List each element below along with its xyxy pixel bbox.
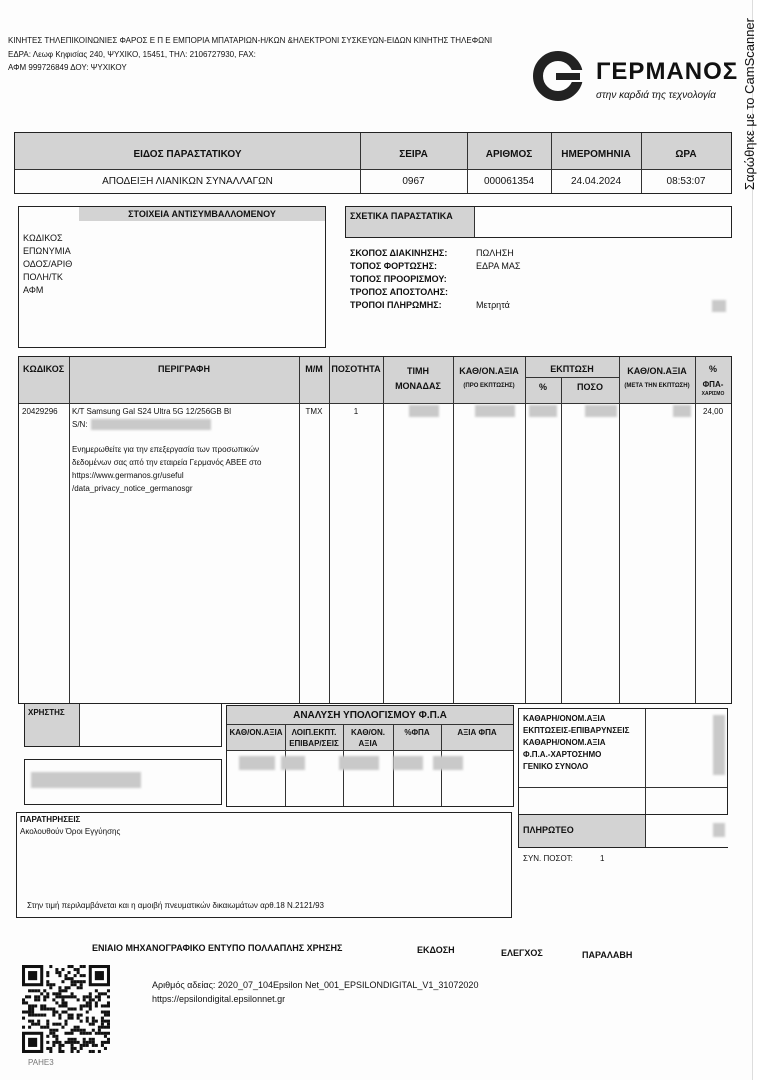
issuer-line-2: ΕΔΡΑ: Λεωφ Κηφισίας 240, ΨΥΧΙΚΟ, 15451, ΤΗΛ: 2106727930, FAX: bbox=[8, 50, 256, 59]
col-net-before: ΚΑΘ/ΟΝ.ΑΞΙΑ bbox=[459, 366, 519, 376]
license-number: Αριθμός αδείας: 2020_07_104Epsilon Net_001_EPSILONDIGITAL_V1_31072020 bbox=[152, 980, 479, 990]
loading-place-value: ΕΔΡΑ ΜΑΣ bbox=[476, 261, 521, 271]
item-unit: TMX bbox=[305, 407, 323, 416]
shipping-method-label: ΤΡΟΠΟΣ ΑΠΟΣΤΟΛΗΣ: bbox=[350, 287, 448, 297]
col-discount: ΕΚΠΤΩΣΗ bbox=[550, 364, 594, 374]
vat-col-net: ΚΑΘ/ΟΝ.ΑΞΙΑ bbox=[229, 728, 283, 737]
time-header: ΩΡΑ bbox=[675, 149, 697, 160]
payable-box bbox=[518, 814, 728, 848]
issue-label: ΕΚΔΟΣΗ bbox=[417, 945, 455, 955]
related-docs-title: ΣΧΕΤΙΚΑ ΠΑΡΑΣΤΑΤΙΚΑ bbox=[350, 211, 453, 221]
totals-box bbox=[518, 708, 728, 816]
privacy-notice-line-3: https://www.germanos.gr/useful bbox=[72, 471, 184, 480]
col-vat-pct: % bbox=[708, 364, 717, 374]
purpose-value: ΠΩΛΗΣΗ bbox=[476, 248, 514, 258]
item-quantity: 1 bbox=[353, 407, 359, 416]
vat-col-other-disc: ΛΟΙΠ.ΕΚΠΤ. bbox=[291, 728, 337, 737]
col-price-1: ΤΙΜΗ bbox=[407, 366, 429, 376]
number-header: ΑΡΙΘΜΟΣ bbox=[485, 149, 533, 160]
doc-type-value: ΑΠΟΔΕΙΞΗ ΛΙΑΝΙΚΩΝ ΣΥΝΑΛΛΑΓΩΝ bbox=[102, 176, 273, 187]
col-quantity: ΠΟΣΟΤΗΤΑ bbox=[331, 364, 381, 374]
scanner-watermark: Σαρώθηκε με το CamScanner bbox=[742, 18, 757, 191]
col-discount-amount: ΠΟΣΟ bbox=[577, 382, 603, 392]
counterparty-box bbox=[18, 206, 326, 348]
item-discount-redacted bbox=[529, 405, 557, 417]
counterparty-field-street: ΟΔΟΣ/ΑΡΙΘ bbox=[23, 259, 73, 269]
total-quantity-label: ΣΥΝ. ΠΟΣΟΤ: bbox=[523, 854, 573, 863]
remarks-title: ΠΑΡΑΤΗΡΗΣΕΙΣ bbox=[20, 815, 81, 824]
privacy-notice-line-1: Ενημερωθείτε για την επεξεργασία των προσωπικών bbox=[72, 445, 260, 454]
remarks-text: Ακολουθούν Όροι Εγγύησης bbox=[20, 827, 121, 836]
series-header: ΣΕΙΡΑ bbox=[399, 149, 428, 160]
destination-label: ΤΟΠΟΣ ΠΡΟΟΡΙΣΜΟΥ: bbox=[350, 274, 447, 284]
brand-name: ΓΕΡΜΑΝΟΣ bbox=[596, 58, 739, 85]
total-label-net: ΚΑΘΑΡΗ/ΟΝΟΜ.ΑΞΙΑ bbox=[523, 714, 606, 723]
user-signature-box bbox=[24, 759, 222, 805]
form-type: ΕΝΙΑΙΟ ΜΗΧΑΝΟΓΡΑΦΙΚΟ ΕΝΤΥΠΟ ΠΟΛΛΑΠΛΗΣ ΧΡΗΣΗΣ bbox=[92, 943, 343, 953]
vat-analysis-table bbox=[226, 705, 514, 807]
issuer-line-3: ΑΦΜ 999726849 ΔΟΥ: ΨΥΧΙΚΟΥ bbox=[8, 63, 127, 72]
series-value: 0967 bbox=[402, 176, 425, 187]
item-net-after-redacted bbox=[673, 405, 691, 417]
date-value: 24.04.2024 bbox=[570, 176, 622, 187]
item-vat-rate: 24,00 bbox=[703, 407, 724, 416]
vat-analysis-title: ΑΝΑΛΥΣΗ ΥΠΟΛΟΓΙΣΜΟΥ Φ.Π.Α bbox=[293, 710, 447, 721]
vat-col-surcharges: ΕΠΙΒΑΡ/ΣΕΙΣ bbox=[289, 739, 339, 748]
remarks-box bbox=[16, 812, 512, 918]
privacy-notice-line-4: /data_privacy_notice_germanosgr bbox=[72, 484, 193, 493]
col-price-2: ΜΟΝΑΔΑΣ bbox=[395, 381, 441, 391]
receipt-label: ΠΑΡΑΛΑΒΗ bbox=[582, 950, 633, 960]
purpose-label: ΣΚΟΠΟΣ ΔΙΑΚΙΝΗΣΗΣ: bbox=[350, 248, 448, 258]
col-net-after: ΚΑΘ/ΟΝ.ΑΞΙΑ bbox=[627, 366, 687, 376]
item-serial-label: S/N: bbox=[72, 420, 88, 429]
col-unit: Μ/Μ bbox=[305, 364, 323, 374]
total-values-redacted bbox=[713, 715, 725, 775]
item-net-redacted bbox=[475, 405, 515, 417]
germanos-logo-icon bbox=[530, 48, 586, 104]
total-label-grand: ΓΕΝΙΚΟ ΣΥΝΟΛΟ bbox=[523, 762, 589, 771]
vat-col-amount: ΑΞΙΑ ΦΠΑ bbox=[457, 728, 497, 737]
vat-col-net-value-2: ΑΞΙΑ bbox=[358, 739, 378, 748]
items-table bbox=[18, 356, 732, 704]
payment-method-label: ΤΡΟΠΟΙ ΠΛΗΡΩΜΗΣ: bbox=[350, 300, 442, 310]
col-vat-sub: ΧΑΡΙΣΜΟ bbox=[701, 391, 725, 397]
total-label-discounts: ΕΚΠΤΩΣΕΙΣ-ΕΠΙΒΑΡΥΝΣΕΙΣ bbox=[523, 726, 630, 735]
related-docs-box bbox=[345, 206, 732, 238]
check-label: ΕΛΕΓΧΟΣ bbox=[501, 948, 543, 958]
item-discount-amount-redacted bbox=[585, 405, 617, 417]
payment-method-value: Μετρητά bbox=[476, 300, 510, 310]
page-code: PAHE3 bbox=[28, 1058, 54, 1067]
date-header: ΗΜΕΡΟΜΗΝΙΑ bbox=[561, 149, 631, 160]
vat-col-rate: %ΦΠΑ bbox=[404, 728, 430, 737]
counterparty-title: ΣΤΟΙΧΕΙΑ ΑΝΤΙΣΥΜΒΑΛΛΟΜΕΝΟΥ bbox=[128, 209, 276, 219]
user-box bbox=[24, 703, 222, 747]
item-code: 20429296 bbox=[22, 407, 58, 416]
payable-value-redacted bbox=[713, 823, 725, 837]
payable-label: ΠΛΗΡΩΤΕΟ bbox=[523, 825, 574, 835]
item-price-redacted bbox=[409, 405, 439, 417]
counterparty-field-afm: ΑΦΜ bbox=[23, 285, 44, 295]
brand-tagline: στην καρδιά της τεχνολογία bbox=[596, 90, 716, 101]
user-label: ΧΡΗΣΤΗΣ bbox=[28, 708, 65, 717]
counterparty-field-city: ΠΟΛΗ/ΤΚ bbox=[23, 272, 63, 282]
col-code: ΚΩΔΙΚΟΣ bbox=[23, 364, 65, 374]
counterparty-field-code: ΚΩΔΙΚΟΣ bbox=[23, 233, 63, 243]
col-discount-pct: % bbox=[538, 382, 547, 392]
vat-col-net-value-1: ΚΑΘ/ΟΝ. bbox=[350, 728, 385, 737]
remarks-legal: Στην τιμή περιλαμβάνεται και η αμοιβή πνευματικών δικαιωμάτων αρθ.18 Ν.2121/93 bbox=[27, 901, 324, 910]
time-value: 08:53:07 bbox=[666, 176, 706, 187]
item-description: K/T Samsung Gal S24 Ultra 5G 12/256GB Bl bbox=[72, 407, 232, 416]
privacy-notice-line-2: δεδομένων σας από την εταιρεία Γερμανός ΑΒΕΕ στο bbox=[72, 458, 262, 467]
counterparty-field-name: ΕΠΩΝΥΜΙΑ bbox=[23, 246, 71, 256]
col-net-after-sub: (ΜΕΤΑ ΤΗΝ ΕΚΠΤΩΣΗ) bbox=[624, 383, 690, 389]
loading-place-label: ΤΟΠΟΣ ΦΟΡΤΩΣΗΣ: bbox=[350, 261, 437, 271]
qr-code bbox=[22, 965, 110, 1053]
col-description: ΠΕΡΙΓΡΑΦΗ bbox=[158, 364, 210, 374]
doc-type-header: ΕΙΔΟΣ ΠΑΡΑΣΤΑΤΙΚΟΥ bbox=[133, 149, 242, 160]
provider-url: https://epsilondigital.epsilonnet.gr bbox=[152, 994, 286, 1004]
number-value: 000061354 bbox=[483, 176, 535, 187]
col-vat: ΦΠΑ- bbox=[702, 380, 724, 389]
doc-header-table bbox=[14, 132, 732, 194]
total-quantity-value: 1 bbox=[600, 854, 605, 863]
issuer-line-1: ΚΙΝΗΤΕΣ ΤΗΛΕΠΙΚΟΙΝΩΝΙΕΣ ΦΑΡΟΣ Ε Π Ε ΕΜΠΟΡΙΑ ΜΠΑΤΑΡΙΩΝ-Η/ΚΩΝ &ΗΛΕΚΤΡΟΝΙ ΣΥΣΚΕΥΩΝ-ΕΙΔΩΝ ΚΙΝΗΤΗΣ ΤΗΛΕΦΩΝΙ bbox=[8, 36, 493, 45]
germanos-logo bbox=[530, 48, 750, 108]
col-net-before-sub: (ΠΡΟ ΕΚΠΤΩΣΗΣ) bbox=[463, 383, 515, 389]
item-serial-redacted bbox=[91, 419, 211, 430]
total-label-vat: Φ.Π.Α.-ΧΑΡΤΟΣΗΜΟ bbox=[523, 750, 602, 759]
total-label-net-2: ΚΑΘΑΡΗ/ΟΝΟΜ.ΑΞΙΑ bbox=[523, 738, 606, 747]
user-name-redacted bbox=[31, 772, 141, 788]
